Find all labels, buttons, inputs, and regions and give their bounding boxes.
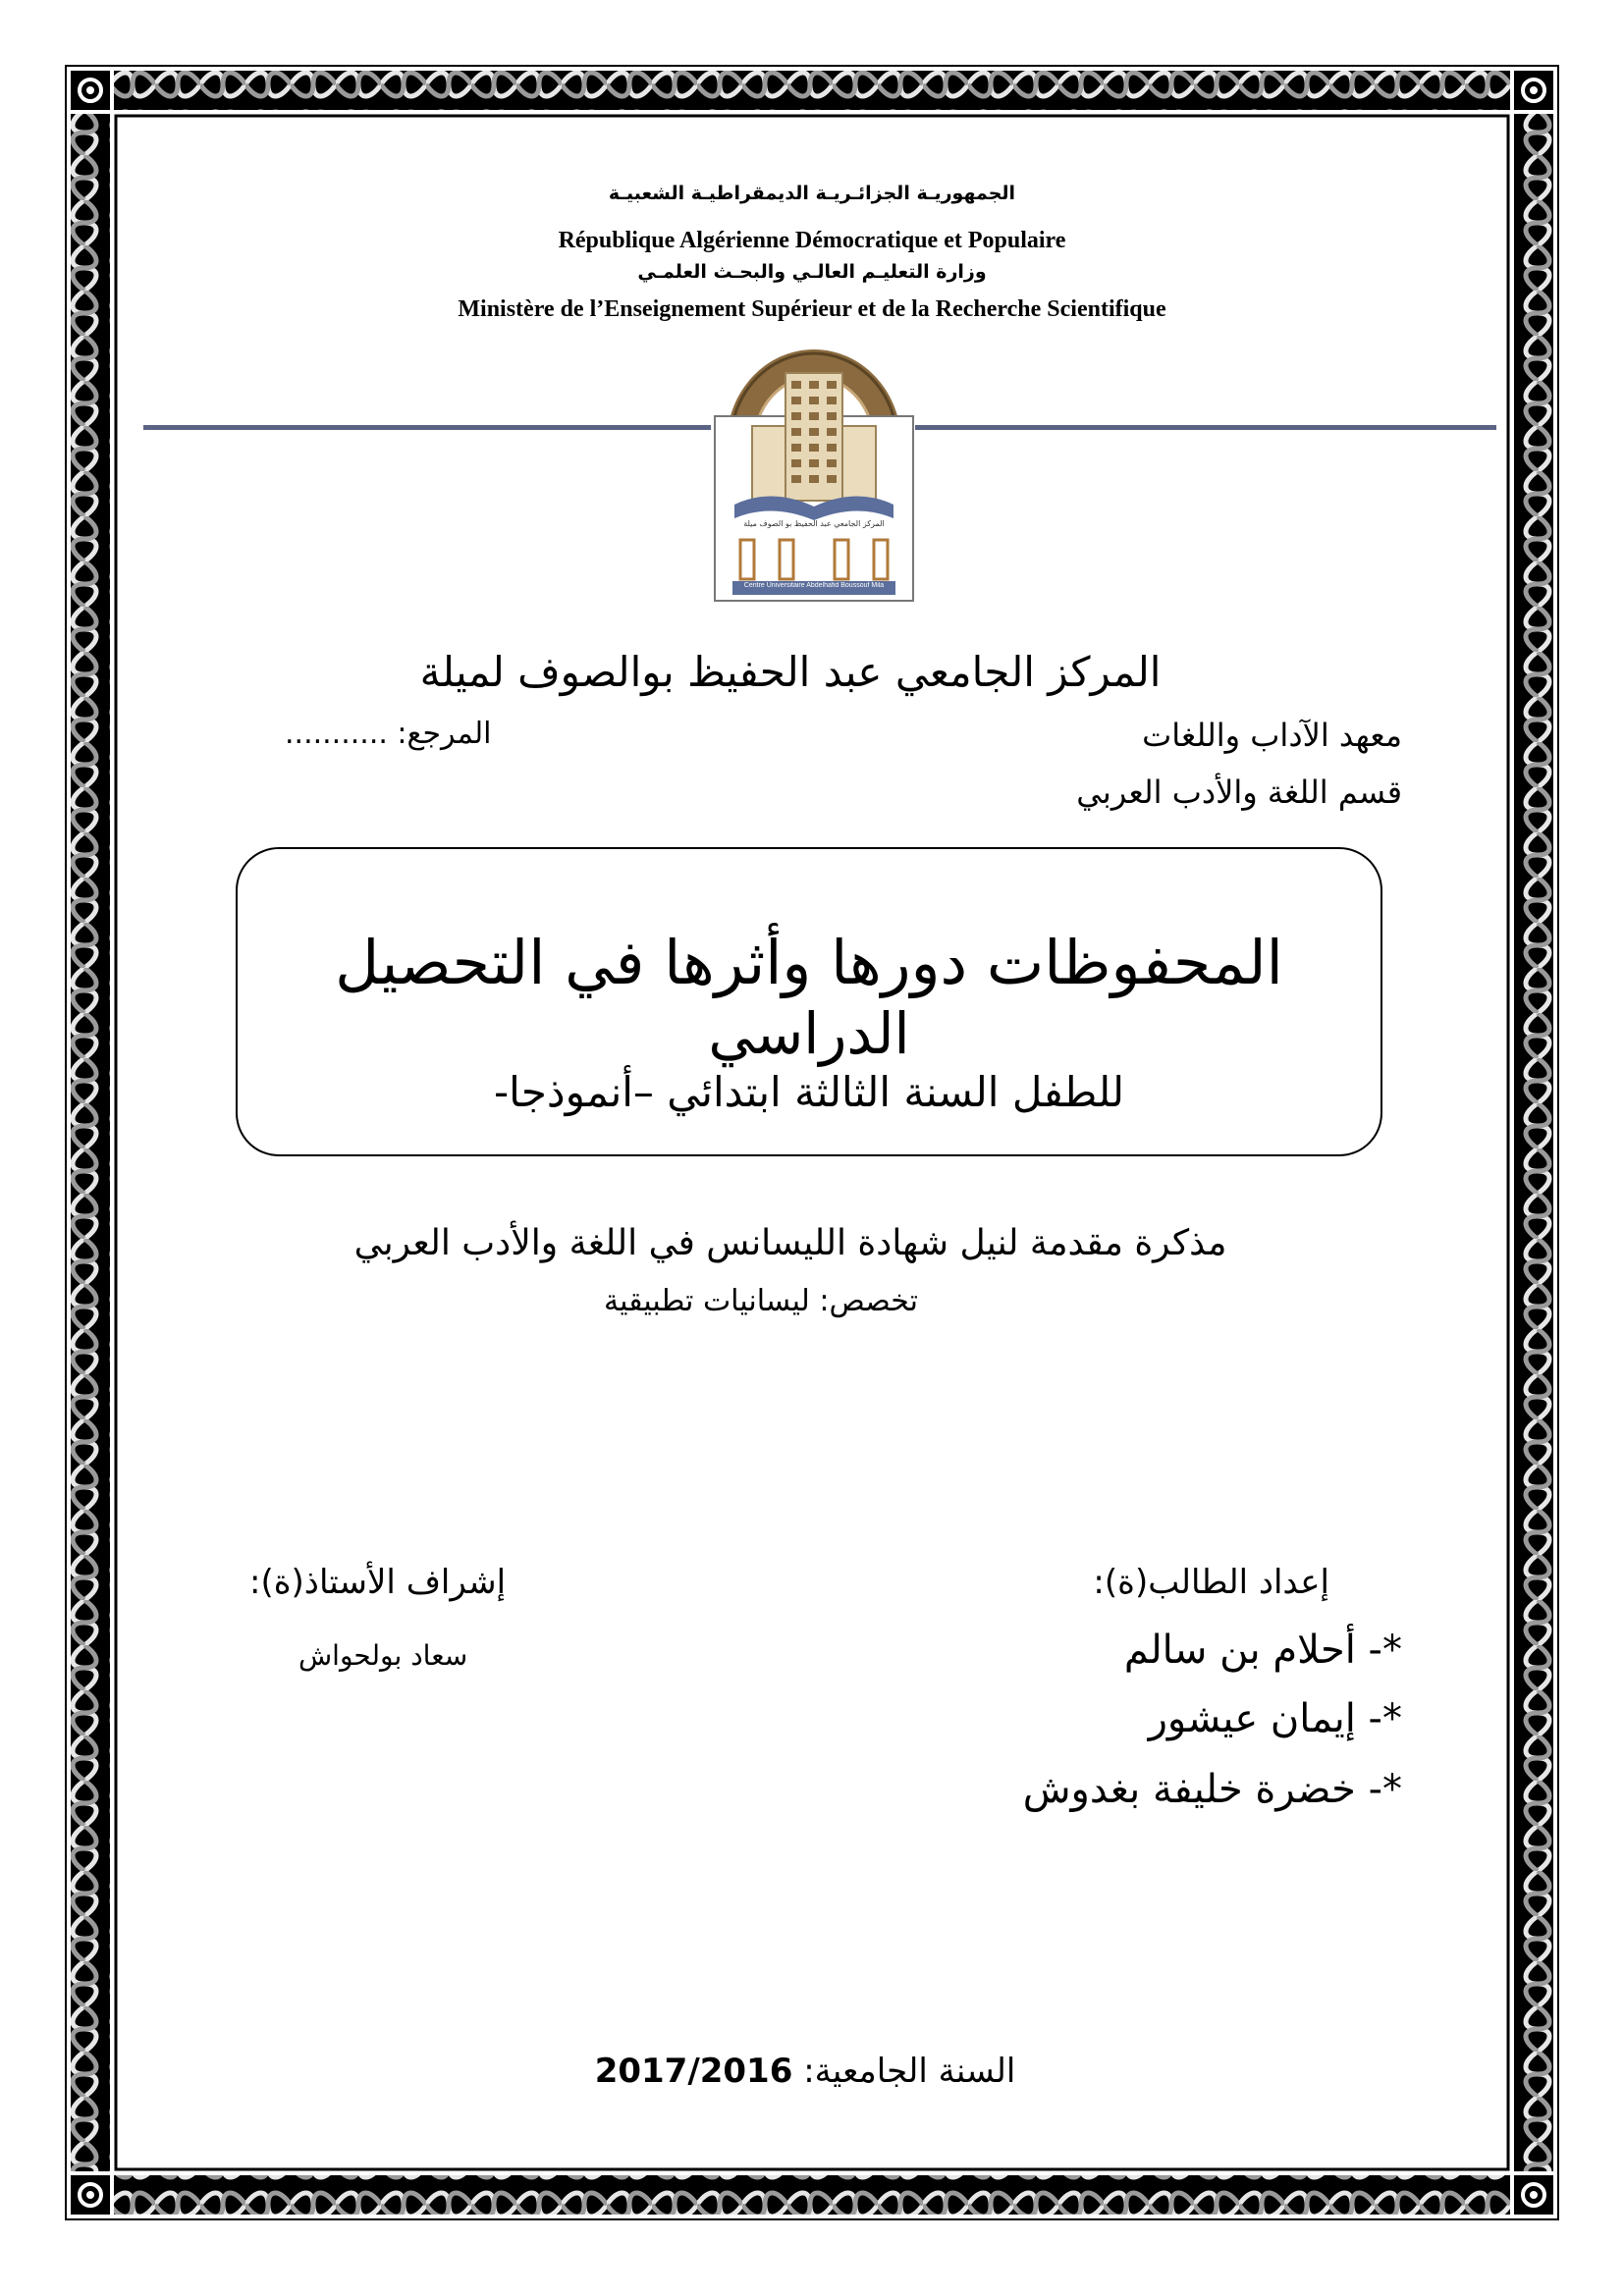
header-rule-right [915,425,1496,430]
academic-year [550,2052,1060,2091]
institute-name: معهد الآداب واللغات [1142,717,1402,754]
logo-caption-french: Centre Universitaire Abdelhafid Boussouf Mila [743,582,885,589]
student-name-3: *- خضرة خليفة بغدوش [1022,1767,1402,1812]
reference-number: المرجع: ........... [285,717,492,751]
republic-arabic: الجمهوريـة الجزائـريـة الديمقراطيـة الشعبيـة [608,183,1016,204]
student-name-2: *- إيمان عيشور [1148,1696,1402,1741]
header-rule-left [143,425,711,430]
corner-ornament-tr [1514,71,1553,110]
corner-ornament-tl [71,71,110,110]
academic-year-label: السنة الجامعية: [803,2052,1016,2091]
corner-ornament-br [1514,2175,1553,2215]
degree-description: مذكرة مقدمة لنيل شهادة الليسانس في اللغة والأدب العربي [353,1223,1227,1263]
thesis-title-line1: المحفوظات دورها وأثرها في التحصيل [335,927,1283,998]
department-name: قسم اللغة والأدب العربي [1076,774,1402,811]
university-logo [713,318,915,603]
republic-french: République Algérienne Démocratique et Populaire [558,228,1066,253]
center-name: المركز الجامعي عبد الحفيظ بوالصوف لميلة [419,648,1162,696]
supervisor-name: سعاد بولحواش [298,1639,468,1672]
academic-year-value: 2017/2016 [594,2052,793,2091]
student-name-1: *- أحلام بن سالم [1123,1628,1402,1673]
thesis-title-box [236,847,1382,1156]
specialty: تخصص: ليسانيات تطبيقية [604,1284,918,1318]
logo-caption-arabic: المركز الجامعي عبد الحفيظ بو الصوف ميلة [743,519,885,528]
thesis-title-line2: الدراسي [708,1000,910,1067]
ministry-arabic: وزارة التعليـم العالـي والبحـث العلمـي [637,261,987,283]
students-label: إعداد الطالب(ة): [1093,1563,1329,1602]
supervisor-label: إشراف الأستاذ(ة): [249,1563,507,1602]
corner-ornament-bl [71,2175,110,2215]
ministry-french: Ministère de l’Enseignement Supérieur et de la Recherche Scientifique [458,296,1166,322]
thesis-subtitle: للطفل السنة الثالثة ابتدائي –أنموذجا- [493,1068,1125,1116]
